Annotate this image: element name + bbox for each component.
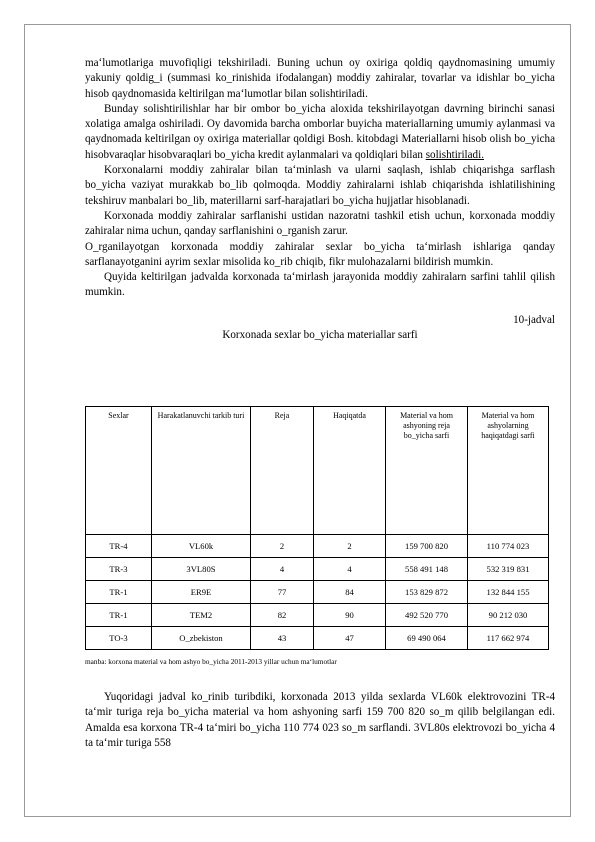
document-body-bottom bbox=[85, 690, 555, 751]
header-cell: Sexlar bbox=[86, 407, 152, 535]
header-cell: Haqiqatda bbox=[314, 407, 386, 535]
paragraph-4: Korxonada moddiy zahiralar sarflanishi ustidan nazoratni tashkil etish uchun, korxonada moddiy zahiralar nima uchun, qanday sarflanishini o_rganish zarur. bbox=[85, 209, 555, 238]
document-body-top bbox=[85, 56, 555, 343]
table-cell: TR-4 bbox=[86, 535, 152, 558]
table-cell: TO-3 bbox=[86, 627, 152, 650]
paragraph-1: ma‘lumotlariga muvofiqligi tekshiriladi. Buning uchun oy oxiriga qoldiq qaydnomasining umumiy yakuniy qoldig_i (summasi ko_rinishida ifodalangan) moddiy zahiralar, tovarlar va idishlar bo_yicha hisob qaydnomasida keltirilgan ma‘lumotlar bilan solishtiriladi. bbox=[85, 57, 555, 100]
table-number: 10-jadval bbox=[513, 313, 555, 326]
table-cell: 159 700 820 bbox=[386, 535, 468, 558]
paragraph-7: Yuqoridagi jadval ko_rinib turibdiki, korxonada 2013 yilda sexlarda VL60k elektrovozini TR-4 ta‘mir turiga reja bo_yicha material va hom ashyoning sarfi 159 700 820 so_m qilib belgilangan edi. Amalda esa korxona TR-4 ta‘miri bo_yicha 110 774 023 so_m sarflandi. 3VL80s elektrovozi bo_yicha 4 ta ta‘mir turiga 558 bbox=[85, 691, 555, 749]
table-cell: TR-1 bbox=[86, 581, 152, 604]
table-cell: 2 bbox=[251, 535, 314, 558]
table-cell: 492 520 770 bbox=[386, 604, 468, 627]
table-cell: 558 491 148 bbox=[386, 558, 468, 581]
table-cell: 84 bbox=[314, 581, 386, 604]
table-cell: 43 bbox=[251, 627, 314, 650]
header-cell: Harakatlanuvchi tarkib turi bbox=[152, 407, 251, 535]
table-source-note: manba: korxona material va hom ashyo bo_yicha 2011-2013 yillar uchun ma‘lumotlar bbox=[85, 657, 337, 666]
table-cell: 77 bbox=[251, 581, 314, 604]
table-cell: 4 bbox=[251, 558, 314, 581]
table-cell: 117 662 974 bbox=[468, 627, 549, 650]
table-cell: 4 bbox=[314, 558, 386, 581]
header-cell: Material va hom ashyolarning haqiqatdagi sarfi bbox=[468, 407, 549, 535]
table-cell: TR-3 bbox=[86, 558, 152, 581]
table-cell: 153 829 872 bbox=[386, 581, 468, 604]
table-header-row bbox=[86, 407, 549, 535]
table-row bbox=[86, 581, 549, 604]
table-row bbox=[86, 627, 549, 650]
table-cell: 132 844 155 bbox=[468, 581, 549, 604]
table-cell: 110 774 023 bbox=[468, 535, 549, 558]
table-cell: VL60k bbox=[152, 535, 251, 558]
table-row bbox=[86, 535, 549, 558]
paragraph-2 bbox=[85, 102, 555, 163]
table-cell: 69 490 064 bbox=[386, 627, 468, 650]
table-cell: 532 319 831 bbox=[468, 558, 549, 581]
header-cell: Reja bbox=[251, 407, 314, 535]
table-row bbox=[86, 604, 549, 627]
table-title: Korxonada sexlar bo_yicha materiallar sarfi bbox=[222, 329, 418, 342]
table-cell: 82 bbox=[251, 604, 314, 627]
table-cell: 90 bbox=[314, 604, 386, 627]
table-cell: TEM2 bbox=[152, 604, 251, 627]
table-cell: ER9E bbox=[152, 581, 251, 604]
paragraph-3: Korxonalarni moddiy zahiralar bilan ta‘minlash va ularni saqlash, ishlab chiqarishga sarflash bo_yicha vaziyat murakkab bo_lib qolmoqda. Moddiy zahiralarni ishlab chiqarishda ishlatilishining tekshiruv manbalari bo_lib, materillarni sarf-harajatlari bo_yicha hujjatlar hisoblanadi. bbox=[85, 164, 555, 207]
paragraph-2-underlined: solishtiriladi. bbox=[425, 148, 484, 161]
table-cell: 2 bbox=[314, 535, 386, 558]
table-cell: O_zbekiston bbox=[152, 627, 251, 650]
table-cell: 47 bbox=[314, 627, 386, 650]
header-cell: Material va hom ashyoning reja bo_yicha sarfi bbox=[386, 407, 468, 535]
paragraph-6: Quyida keltirilgan jadvalda korxonada ta‘mirlash jarayonida moddiy zahiralarn sarfini tahlil qilish mumkin. bbox=[85, 271, 555, 299]
table-cell: 3VL80S bbox=[152, 558, 251, 581]
table-cell: 90 212 030 bbox=[468, 604, 549, 627]
table-cell: TR-1 bbox=[86, 604, 152, 627]
table-row bbox=[86, 558, 549, 581]
paragraph-2-text: Bunday solishtirilishlar har bir ombor bo_yicha aloxida tekshirilayotgan davrning birinchi sanasi xolatiga amalga oshiriladi. Oy davomida barcha omborlar buyicha materiallarning umumiy aylanmasi va qaydnomada keltirilgan oy oxiriga materiallar qoldigi Bosh. kitobdagi Materiallarni hisob olish bo_yicha hisobvaraqlar‎ hisobvaraqlari bo_yicha kredit aylanmalari va qoldiqlari bilan bbox=[85, 102, 555, 161]
paragraph-5: O_rganilayotgan korxonada moddiy zahiralar sexlar bo_yicha ta‘mirlash ishlariga qanday sarflanayotganini ayrim sexlar misolida ko_rib chiqib, fikr mulohazalarni bildirish mumkin. bbox=[85, 240, 555, 268]
materials-table bbox=[85, 406, 549, 650]
